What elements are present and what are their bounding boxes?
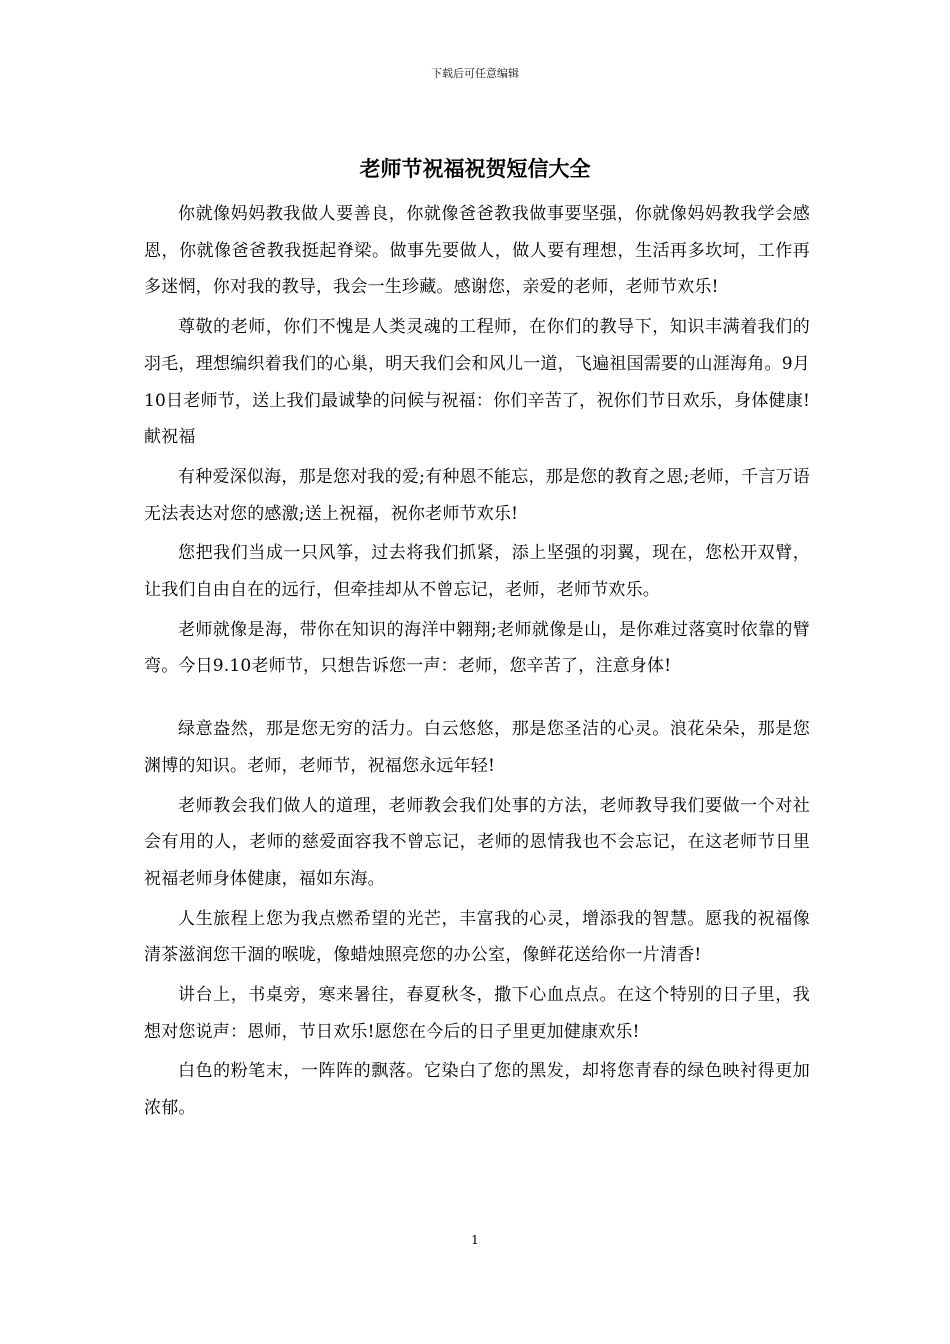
paragraph-5: 老师就像是海，带你在知识的海洋中翱翔;老师就像是山，是你难过落寞时依靠的臂弯。今日9.10老师节，只想告诉您一声：老师，您辛苦了，注意身体! <box>144 619 810 677</box>
paragraph-4: 您把我们当成一只风筝，过去将我们抓紧，添上坚强的羽翼，现在，您松开双臂，让我们自由自在的远行，但牵挂却从不曾忘记，老师，老师节欢乐。 <box>144 543 810 601</box>
paragraph-8: 人生旅程上您为我点燃希望的光芒，丰富我的心灵，增添我的智慧。愿我的祝福像清茶滋润您干涸的喉咙，像蜡烛照亮您的办公室，像鲜花送给你一片清香! <box>144 908 810 966</box>
paragraph-2: 尊敬的老师，你们不愧是人类灵魂的工程师，在你们的教导下，知识丰满着我们的羽毛，理想编织着我们的心巢，明天我们会和风儿一道，飞遍祖国需要的山涯海角。9月10日老师节，送上我们最诚挚的问候与祝福：你们辛苦了，祝你们节日欢乐，身体健康!献祝福 <box>144 317 810 448</box>
paragraph-7: 老师教会我们做人的道理，老师教会我们处事的方法，老师教导我们要做一个对社会有用的人，老师的慈爱面容我不曾忘记，老师的恩情我也不会忘记，在这老师节日里祝福老师身体健康，福如东海。 <box>144 795 810 889</box>
paragraph-6: 绿意盎然，那是您无穷的活力。白云悠悠，那是您圣洁的心灵。浪花朵朵，那是您渊博的知识。老师，老师节，祝福您永远年轻! <box>144 719 810 776</box>
paragraph-1: 你就像妈妈教我做人要善良，你就像爸爸教我做事要坚强，你就像妈妈教我学会感恩，你就像爸爸教我挺起脊梁。做事先要做人，做人要有理想，生活再多坎坷，工作再多迷惘，你对我的教导，我会一生珍藏。感谢您，亲爱的老师，老师节欢乐! <box>144 204 810 298</box>
document-title: 老师节祝福祝贺短信大全 <box>359 156 591 181</box>
page-number: 1 <box>471 1233 479 1247</box>
document-body <box>144 196 810 1130</box>
paragraph-9: 讲台上，书桌旁，寒来暑往，春夏秋冬，撒下心血点点。在这个特别的日子里，我想对您说声：恩师，节日欢乐!愿您在今后的日子里更加健康欢乐! <box>144 985 810 1042</box>
paragraph-3: 有种爱深似海，那是您对我的爱;有种恩不能忘，那是您的教育之恩;老师，千言万语无法表达对您的感激;送上祝福，祝你老师节欢乐! <box>144 466 810 524</box>
page-header: 下载后可任意编辑 <box>431 67 519 80</box>
paragraph-10: 白色的粉笔末，一阵阵的飘落。它染白了您的黑发，却将您青春的绿色映衬得更加浓郁。 <box>144 1061 810 1119</box>
